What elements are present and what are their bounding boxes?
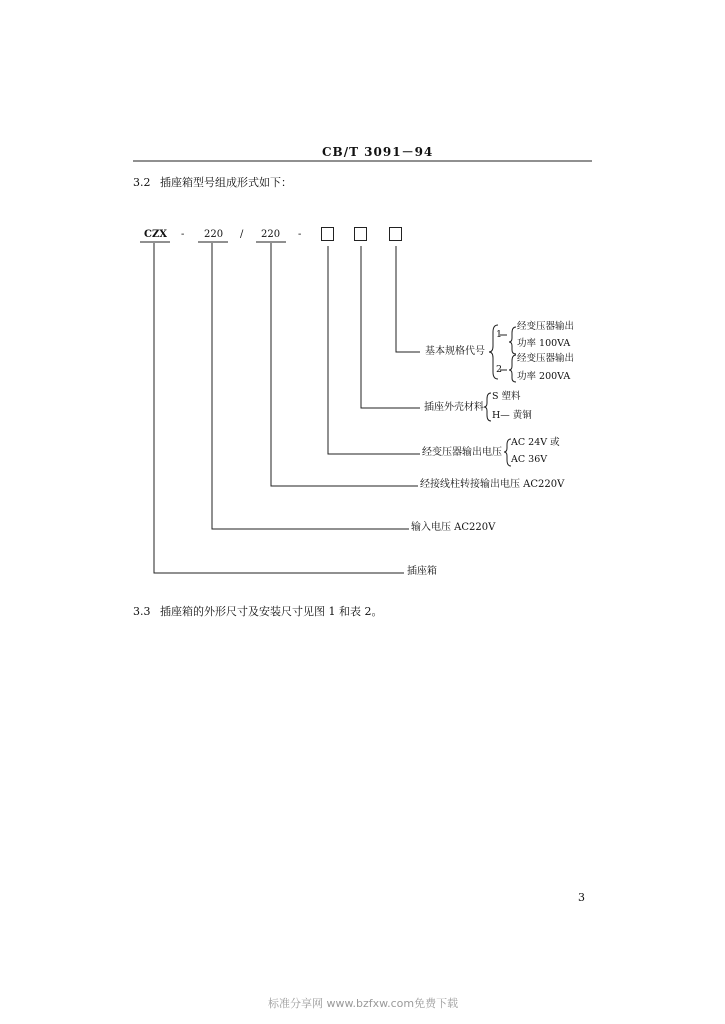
- model-box-shell-material: [354, 227, 367, 241]
- model-separator-2: -: [298, 229, 302, 240]
- leader-spec-code: [396, 246, 420, 352]
- page-number: 3: [578, 891, 585, 904]
- section-3-2-number: 3.2: [133, 176, 151, 189]
- brace-spec-option2: [509, 355, 516, 382]
- model-box-spec-code: [389, 227, 402, 241]
- leader-transformer-output: [328, 246, 420, 454]
- input-voltage-label: 输入电压 AC220V: [411, 522, 496, 533]
- model-prefix: CZX: [144, 229, 168, 240]
- shell-material-option2: H— 黄铜: [492, 410, 532, 421]
- spec-code-label: 基本规格代号: [425, 346, 485, 357]
- brace-spec-option1: [509, 327, 516, 354]
- spec-option1-code: 1: [496, 329, 503, 340]
- brace-transformer-output: [504, 439, 511, 466]
- terminal-voltage-label: 经接线柱转接输出电压 AC220V: [420, 479, 565, 490]
- transformer-output-option2: AC 36V: [511, 454, 548, 465]
- model-slash: /: [240, 229, 244, 240]
- transformer-output-option1: AC 24V 或: [511, 437, 560, 448]
- socket-box-label: 插座箱: [407, 566, 437, 577]
- model-input-voltage: 220: [204, 229, 224, 240]
- spec-option1-line1: 经变压器输出: [517, 321, 575, 332]
- spec-option2-code: 2: [496, 364, 503, 375]
- watermark: 标准分享网 www.bzfxw.com免费下载: [268, 997, 459, 1010]
- model-separator-1: -: [181, 229, 185, 240]
- spec-option1-line2: 功率 100VA: [517, 338, 571, 349]
- leader-shell-material: [361, 246, 420, 408]
- shell-material-option1: S 塑料: [492, 391, 521, 402]
- section-3-3-number: 3.3: [133, 605, 151, 618]
- shell-material-label: 插座外壳材料: [424, 402, 484, 413]
- section-3-3-text: 插座箱的外形尺寸及安装尺寸见图 1 和表 2。: [160, 605, 383, 618]
- brace-shell-material: [484, 393, 491, 421]
- standard-number: CB/T 3091－94: [322, 145, 434, 159]
- spec-option2-line1: 经变压器输出: [517, 353, 575, 364]
- section-3-2-text: 插座箱型号组成形式如下：: [160, 176, 292, 189]
- transformer-output-label: 经变压器输出电压: [422, 447, 502, 458]
- model-terminal-voltage: 220: [261, 229, 281, 240]
- spec-option2-line2: 功率 200VA: [517, 371, 571, 382]
- model-box-transformer-output: [321, 227, 334, 241]
